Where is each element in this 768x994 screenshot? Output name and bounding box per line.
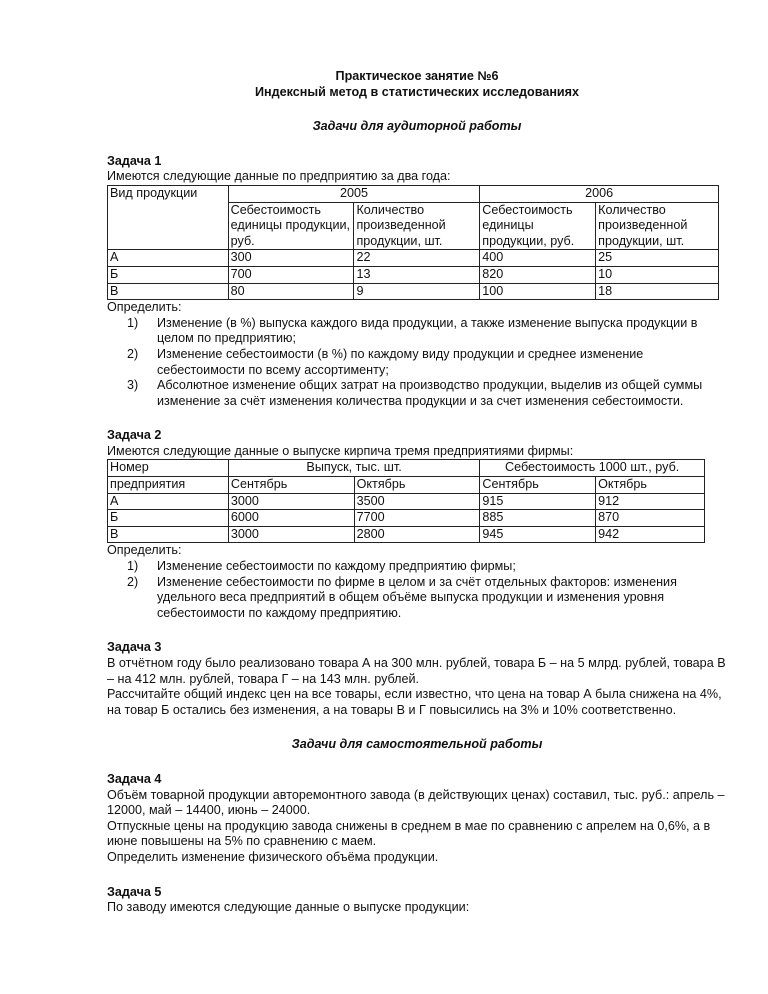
table-header-cell: 2006: [480, 185, 719, 202]
task3-paragraph: Рассчитайте общий индекс цен на все товары, если известно, что цена на товар А была снижена на 4%, на товар Б остались без изменения, а на товары В и Г повысились на 3% и 10% соответственно.: [107, 687, 722, 717]
table-cell: 6000: [228, 510, 354, 527]
table-row: [108, 266, 719, 283]
table-header-cell: Себестоимость единицы продукции, руб.: [480, 202, 596, 250]
table-cell: 100: [480, 283, 596, 300]
list-item-text: Изменение себестоимости по каждому предприятию фирмы;: [157, 559, 516, 574]
table-row: [108, 283, 719, 300]
task3-paragraph: В отчётном году было реализовано товара А на 300 млн. рублей, товара Б – на 5 млрд. рублей, товара В – на 412 млн. рублей, товара Г – на 143 млн. рублей.: [107, 656, 726, 686]
task5-heading: Задача 5: [107, 884, 162, 899]
table-row: [108, 526, 705, 543]
list-number: 1): [127, 559, 139, 574]
table-row: [108, 477, 705, 494]
table-header-cell: Вид продукции: [108, 185, 229, 249]
list-number: 2): [127, 346, 139, 361]
table-row: [108, 185, 719, 202]
task2-determine: Определить:: [107, 543, 182, 558]
table-cell: 820: [480, 266, 596, 283]
table-header-cell: 2005: [228, 185, 480, 202]
table-row: [108, 250, 719, 267]
task4-paragraph: Определить изменение физического объёма продукции.: [107, 849, 439, 864]
document-page: [107, 69, 727, 916]
table-cell: А: [108, 250, 229, 267]
table-cell: 7700: [354, 510, 480, 527]
table-cell: В: [108, 526, 229, 543]
table-cell: 2800: [354, 526, 480, 543]
table-cell: 400: [480, 250, 596, 267]
task1-heading: Задача 1: [107, 153, 162, 168]
table-header-cell: Сентябрь: [480, 477, 596, 494]
table-cell: 13: [354, 266, 480, 283]
table-cell: 885: [480, 510, 596, 527]
task2-table: [107, 459, 705, 543]
table-cell: 945: [480, 526, 596, 543]
list-item: [127, 574, 727, 622]
table-cell: Б: [108, 266, 229, 283]
task2-heading: Задача 2: [107, 428, 162, 443]
task1-intro: Имеются следующие данные по предприятию за два года:: [107, 169, 451, 184]
table-header-cell: Сентябрь: [228, 477, 354, 494]
table-header-cell: Количество произведенной продукции, шт.: [354, 202, 480, 250]
table-cell: 915: [480, 493, 596, 510]
table-header-cell: Количество произведенной продукции, шт.: [596, 202, 719, 250]
section-title-classroom: Задачи для аудиторной работы: [312, 119, 522, 134]
list-item: [127, 559, 727, 575]
table-row: [108, 460, 705, 477]
list-item-text: Изменение (в %) выпуска каждого вида продукции, а также изменение выпуска продукции в целом по предприятию;: [157, 315, 698, 346]
table-cell: В: [108, 283, 229, 300]
table-cell: 3000: [228, 493, 354, 510]
task4-heading: Задача 4: [107, 771, 162, 786]
table-header-cell: Себестоимость 1000 шт., руб.: [480, 460, 705, 477]
table-row: [108, 510, 705, 527]
list-item: [127, 346, 727, 378]
table-cell: 300: [228, 250, 354, 267]
table-cell: 700: [228, 266, 354, 283]
page-subtitle: Индексный метод в статистических исследованиях: [254, 84, 580, 99]
table-header-cell: предприятия: [108, 477, 229, 494]
table-cell: 18: [596, 283, 719, 300]
table-cell: 870: [596, 510, 705, 527]
task1-table: [107, 185, 719, 300]
page-title: Практическое занятие №6: [335, 69, 499, 83]
table-header-cell: Себестоимость единицы продукции, руб.: [228, 202, 354, 250]
table-cell: Б: [108, 510, 229, 527]
list-number: 2): [127, 574, 139, 589]
table-cell: 3500: [354, 493, 480, 510]
task1-list: [107, 316, 727, 410]
table-cell: 22: [354, 250, 480, 267]
task5-paragraph: По заводу имеются следующие данные о выпуске продукции:: [107, 900, 470, 915]
task3-heading: Задача 3: [107, 640, 162, 655]
table-cell: 25: [596, 250, 719, 267]
list-item: [127, 378, 727, 409]
table-cell: 10: [596, 266, 719, 283]
list-item: [127, 315, 727, 347]
task1-determine: Определить:: [107, 300, 182, 315]
table-row: [108, 493, 705, 510]
table-cell: 3000: [228, 526, 354, 543]
section-title-selfwork: Задачи для самостоятельной работы: [291, 737, 543, 752]
table-header-cell: Октябрь: [596, 477, 705, 494]
list-item-text: Абсолютное изменение общих затрат на производство продукции, выделив из общей суммы изменение за счёт изменения количества продукции и за счет изменения себестоимости.: [157, 378, 703, 408]
task2-list: [107, 559, 727, 621]
task2-intro: Имеются следующие данные о выпуске кирпича тремя предприятиями фирмы:: [107, 443, 574, 458]
list-item-text: Изменение себестоимости по фирме в целом и за счёт отдельных факторов: изменения удельного веса предприятий в общем объёме выпуска продукции и изменения уровня себестоимости по каждому предприятию.: [157, 574, 677, 620]
table-cell: А: [108, 493, 229, 510]
list-number: 1): [127, 315, 139, 330]
table-header-cell: Номер: [108, 460, 229, 477]
table-header-cell: Октябрь: [354, 477, 480, 494]
table-cell: 912: [596, 493, 705, 510]
task4-paragraph: Отпускные цены на продукцию завода снижены в среднем в мае по сравнению с апрелем на 0,6%, а в июне повышены на 5% по сравнению с маем.: [107, 818, 711, 849]
table-cell: 80: [228, 283, 354, 300]
list-item-text: Изменение себестоимости (в %) по каждому виду продукции и среднее изменение себестоимости по всему ассортименту;: [157, 346, 644, 377]
table-cell: 942: [596, 526, 705, 543]
table-cell: 9: [354, 283, 480, 300]
task4-paragraph: Объём товарной продукции авторемонтного завода (в действующих ценах) составил, тыс. руб.: апрель – 12000, май – 14400, июнь – 24000.: [107, 787, 725, 818]
table-header-cell: Выпуск, тыс. шт.: [228, 460, 480, 477]
list-number: 3): [127, 378, 139, 393]
